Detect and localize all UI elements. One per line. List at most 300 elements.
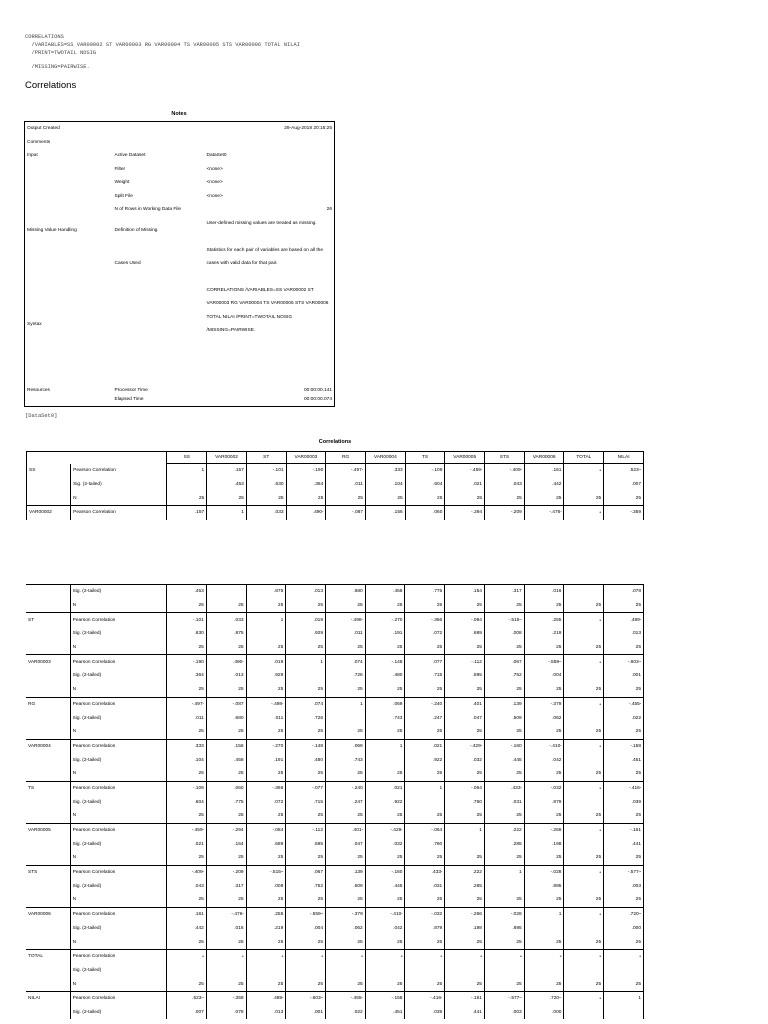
correlation-cell: .104: [167, 753, 207, 767]
correlation-cell: 25: [405, 977, 445, 991]
correlation-cell: .451: [365, 1006, 405, 1020]
correlation-cell: .720**: [524, 991, 564, 1005]
correlation-cell: a: [564, 464, 604, 478]
notes-row: [25, 393, 335, 407]
correlation-cell: 25: [604, 725, 644, 739]
correlation-cell: 25: [326, 491, 366, 505]
correlation-cell: .007: [604, 478, 644, 492]
correlation-cell: -.498*: [326, 613, 366, 627]
correlation-cell: 25: [445, 599, 485, 613]
correlation-cell: [167, 478, 207, 492]
variable-label: [26, 893, 70, 907]
correlation-cell: .480: [365, 669, 405, 683]
correlation-cell: .595: [445, 669, 485, 683]
correlation-cell: 25: [167, 809, 207, 823]
correlation-cell: -.240: [326, 781, 366, 795]
correlation-cell: .523**: [604, 464, 644, 478]
correlation-cell: -.266: [524, 823, 564, 837]
correlation-cell: .317: [484, 585, 524, 599]
statistic-label: Pearson Correlation: [70, 907, 166, 921]
correlation-cell: 25: [524, 767, 564, 781]
correlation-cell: .078: [604, 585, 644, 599]
correlation-cell: 25: [246, 809, 286, 823]
correlation-cell: a: [326, 949, 366, 963]
statistic-label: Sig. (2-tailed): [70, 711, 166, 725]
variable-label: [27, 491, 71, 505]
correlation-cell: [564, 627, 604, 641]
correlation-cell: .364: [286, 478, 326, 492]
notes-item: [113, 136, 205, 150]
correlation-cell: .453: [167, 585, 207, 599]
correlation-cell: .019: [246, 655, 286, 669]
correlation-cell: -.577**: [604, 865, 644, 879]
correlation-cell: 1: [365, 739, 405, 753]
correlation-cell: .004: [286, 922, 326, 936]
variable-label: [26, 767, 70, 781]
correlation-cell: .043: [485, 478, 525, 492]
correlation-cell: -.190: [167, 655, 207, 669]
correlation-cell: 25: [286, 893, 326, 907]
variable-label: [26, 879, 70, 893]
statistic-label: Sig. (2-tailed): [70, 795, 166, 809]
correlation-cell: -.158: [365, 991, 405, 1005]
correlation-cell: 25: [484, 683, 524, 697]
correlation-cell: a: [445, 949, 485, 963]
correlation-cell: 25: [564, 725, 604, 739]
correlation-cell: -.429*: [445, 739, 485, 753]
correlation-cell: 1: [524, 907, 564, 921]
correlation-cell: .715: [286, 795, 326, 809]
notes-value: 00:00:00.141: [303, 387, 332, 393]
correlation-cell: 25: [207, 491, 247, 505]
table-row: [26, 1006, 644, 1020]
correlation-cell: .021: [167, 837, 207, 851]
statistic-label: Pearson Correlation: [70, 739, 166, 753]
correlation-cell: 25: [286, 767, 326, 781]
correlation-cell: 25: [286, 641, 326, 655]
correlation-cell: .489*: [604, 613, 644, 627]
correlation-cell: -.294: [445, 506, 485, 520]
table-row: [27, 506, 644, 520]
correlation-cell: .490*: [206, 655, 246, 669]
correlation-cell: [405, 964, 445, 978]
correlation-cell: .458: [206, 753, 246, 767]
correlation-cell: 25: [604, 977, 644, 991]
correlation-cell: -.559**: [524, 655, 564, 669]
notes-item: Filter: [114, 166, 126, 172]
statistic-label: Sig. (2-tailed): [70, 879, 166, 893]
correlation-cell: 25: [604, 935, 644, 949]
variable-label: TS: [26, 781, 70, 795]
table-row: [26, 991, 644, 1005]
correlation-cell: .364: [167, 669, 207, 683]
syntax-line: /MISSING=PAIRWISE.: [25, 64, 90, 70]
correlation-cell: [206, 964, 246, 978]
correlation-cell: -.028: [524, 865, 564, 879]
correlation-cell: 25: [445, 683, 485, 697]
correlation-cell: 25: [524, 641, 564, 655]
correlation-cell: 25: [365, 641, 405, 655]
correlation-cell: a: [564, 781, 604, 795]
notes-row: [25, 284, 335, 365]
correlation-cell: 25: [604, 491, 644, 505]
correlation-cell: 25: [365, 599, 405, 613]
correlation-cell: 25: [167, 935, 207, 949]
correlation-cell: .062: [524, 711, 564, 725]
correlation-cell: .775: [405, 585, 445, 599]
correlation-cell: [564, 837, 604, 851]
correlation-cell: .219: [246, 922, 286, 936]
correlation-cell: 25: [246, 491, 286, 505]
statistic-label: Sig. (2-tailed): [70, 669, 166, 683]
notes-section: [25, 176, 113, 190]
correlation-cell: a: [564, 697, 604, 711]
column-header: ST: [246, 452, 286, 464]
variable-label: [26, 683, 70, 697]
correlation-cell: 25: [405, 935, 445, 949]
statistic-label: N: [70, 851, 166, 865]
notes-section: [25, 190, 113, 204]
correlation-cell: [206, 585, 246, 599]
correlation-cell: a: [564, 949, 604, 963]
correlation-cell: 25: [524, 893, 564, 907]
correlation-cell: 25: [286, 599, 326, 613]
correlation-cell: 25: [604, 851, 644, 865]
correlation-cell: 25: [564, 599, 604, 613]
correlation-cell: a: [484, 949, 524, 963]
correlation-cell: 25: [286, 725, 326, 739]
correlation-cell: a: [564, 613, 604, 627]
correlation-cell: .062: [326, 922, 366, 936]
correlation-cell: 25: [445, 725, 485, 739]
correlation-cell: 25: [246, 725, 286, 739]
variable-label: [26, 964, 70, 978]
notes-value: <none>: [206, 180, 223, 185]
statistic-label: N: [70, 935, 166, 949]
correlation-cell: .752: [484, 669, 524, 683]
correlation-cell: .489*: [246, 991, 286, 1005]
correlation-cell: .604: [167, 795, 207, 809]
statistic-label: Pearson Correlation: [71, 506, 167, 520]
correlation-cell: .072: [405, 627, 445, 641]
correlation-cell: [445, 837, 485, 851]
correlation-cell: -.028: [484, 907, 524, 921]
syntax-block: [25, 33, 300, 71]
correlation-cell: .875: [206, 627, 246, 641]
correlation-cell: 25: [326, 935, 366, 949]
table-row: [26, 585, 644, 599]
correlation-cell: .031: [405, 879, 445, 893]
correlation-cell: 25: [405, 767, 445, 781]
correlation-cell: 25: [564, 809, 604, 823]
correlation-cell: a: [564, 739, 604, 753]
correlation-cell: -.379: [326, 907, 366, 921]
table-row: [27, 464, 644, 478]
correlation-cell: .285: [484, 837, 524, 851]
correlation-cell: 25: [326, 725, 366, 739]
syntax-line: /PRINT=TWOTAIL NOSIG: [25, 50, 97, 56]
notes-section: Syntax: [27, 321, 42, 327]
table-row: [26, 697, 644, 711]
correlation-cell: .441: [445, 1006, 485, 1020]
correlation-cell: .039: [604, 795, 644, 809]
correlation-cell: -.087: [206, 697, 246, 711]
correlation-cell: 25: [246, 977, 286, 991]
correlation-cell: [564, 669, 604, 683]
correlation-cell: 25: [167, 641, 207, 655]
correlation-cell: .013: [206, 669, 246, 683]
correlation-cell: -.459*: [445, 464, 485, 478]
correlation-cell: 25: [206, 599, 246, 613]
correlation-cell: [365, 964, 405, 978]
column-header: STS: [485, 452, 525, 464]
correlation-cell: -.455*: [604, 697, 644, 711]
notes-value: Statistics for each pair of variables are based on all the cases with valid data for that pair.: [206, 247, 324, 266]
table-row: [26, 669, 644, 683]
correlation-cell: a: [405, 949, 445, 963]
correlation-cell: -.161: [445, 991, 485, 1005]
correlation-cell: -.032: [405, 907, 445, 921]
correlation-cell: .255: [524, 613, 564, 627]
correlation-cell: 25: [405, 641, 445, 655]
correlation-cell: -.101: [246, 464, 286, 478]
column-header: NILAI: [604, 452, 644, 464]
statistic-label: Pearson Correlation: [70, 613, 166, 627]
correlation-cell: 25: [405, 851, 445, 865]
correlation-cell: a: [365, 949, 405, 963]
correlation-cell: [564, 879, 604, 893]
variable-label: [26, 753, 70, 767]
correlation-cell: 25: [604, 767, 644, 781]
correlation-cell: a: [206, 949, 246, 963]
correlation-cell: 25: [564, 767, 604, 781]
correlation-cell: .139: [326, 865, 366, 879]
correlation-cell: -.064: [405, 823, 445, 837]
correlation-cell: -.379: [524, 697, 564, 711]
correlation-cell: .161: [524, 464, 564, 478]
table-row: [26, 907, 644, 921]
notes-value: 26: [326, 207, 332, 213]
variable-label: VAR00004: [26, 739, 70, 753]
table-row: [26, 641, 644, 655]
column-header: RG: [326, 452, 366, 464]
correlation-cell: .008: [484, 627, 524, 641]
notes-value: [205, 136, 335, 150]
correlation-cell: 25: [564, 977, 604, 991]
correlation-cell: 25: [365, 767, 405, 781]
notes-section: Comments: [27, 139, 51, 145]
correlation-cell: 25: [365, 893, 405, 907]
correlation-cell: 25: [524, 977, 564, 991]
correlation-cell: .715: [405, 669, 445, 683]
table-row: [27, 478, 644, 492]
correlation-cell: .156: [365, 506, 405, 520]
statistic-label: N: [70, 893, 166, 907]
notes-value: 29-Aug-2018 20:15:25: [284, 126, 332, 132]
correlation-cell: -.498*: [246, 697, 286, 711]
correlation-cell: -.416*: [604, 781, 644, 795]
correlation-cell: .285: [445, 879, 485, 893]
correlation-cell: -.497*: [326, 464, 366, 478]
correlation-cell: -.515**: [484, 613, 524, 627]
correlation-cell: .021: [365, 781, 405, 795]
correlation-cell: .509: [326, 879, 366, 893]
correlation-cell: -.101: [167, 613, 207, 627]
correlation-cell: 25: [485, 491, 525, 505]
correlation-cell: .680: [326, 585, 366, 599]
correlation-cell: 1: [286, 655, 326, 669]
table-row: [26, 613, 644, 627]
correlation-cell: .043: [167, 879, 207, 893]
correlation-cell: .072: [246, 795, 286, 809]
correlation-cell: 1: [207, 506, 247, 520]
table-row: [26, 922, 644, 936]
correlation-cell: 25: [524, 491, 564, 505]
variable-label: VAR00005: [26, 823, 70, 837]
correlation-cell: .007: [167, 1006, 207, 1020]
notes-value: User-defined missing values are treated as missing.: [206, 220, 317, 226]
statistic-label: N: [70, 599, 166, 613]
statistic-label: Sig. (2-tailed): [70, 627, 166, 641]
notes-row: [25, 244, 335, 284]
correlation-cell: [564, 585, 604, 599]
correlation-cell: 25: [484, 641, 524, 655]
notes-section: [25, 244, 113, 284]
statistic-label: Sig. (2-tailed): [70, 964, 166, 978]
correlation-cell: 25: [564, 851, 604, 865]
correlation-cell: .453: [207, 478, 247, 492]
correlation-cell: [604, 964, 644, 978]
table-row: [26, 964, 644, 978]
statistic-label: N: [70, 683, 166, 697]
correlation-cell: 25: [326, 641, 366, 655]
table-row: [26, 879, 644, 893]
correlation-cell: .219: [524, 627, 564, 641]
correlation-cell: 25: [167, 767, 207, 781]
correlation-cell: .157: [167, 506, 207, 520]
column-header: SS: [167, 452, 207, 464]
correlation-cell: a: [564, 506, 604, 520]
correlation-cell: 25: [246, 641, 286, 655]
correlation-cell: .333: [365, 464, 405, 478]
correlation-cell: .198: [524, 837, 564, 851]
correlation-cell: 25: [326, 599, 366, 613]
notes-item: Processor Time: [114, 387, 148, 393]
correlation-cell: .011: [326, 627, 366, 641]
correlation-cell: .032: [365, 837, 405, 851]
notes-table: [24, 121, 335, 407]
correlation-cell: -.497*: [167, 697, 207, 711]
correlation-cell: .019: [286, 613, 326, 627]
correlation-cell: -.240: [405, 697, 445, 711]
notes-item: Definition of Missing: [114, 227, 158, 233]
correlation-cell: .480: [286, 753, 326, 767]
correlation-cell: 25: [445, 767, 485, 781]
variable-label: [26, 1006, 70, 1020]
column-header: VAR00005: [445, 452, 485, 464]
correlation-cell: .775: [206, 795, 246, 809]
correlation-cell: .033: [246, 506, 286, 520]
correlation-cell: 25: [286, 683, 326, 697]
correlation-cell: -.410*: [365, 907, 405, 921]
correlation-cell: .074: [286, 697, 326, 711]
correlation-cell: 25: [167, 977, 207, 991]
variable-label: SS: [29, 468, 36, 474]
correlation-cell: [564, 964, 604, 978]
correlation-cell: 25: [524, 683, 564, 697]
correlation-cell: .247: [405, 711, 445, 725]
correlation-cell: -.084: [445, 613, 485, 627]
correlation-cell: -.603**: [286, 991, 326, 1005]
correlation-cell: [564, 711, 604, 725]
correlation-cell: .895: [484, 922, 524, 936]
correlation-cell: -.476*: [524, 506, 564, 520]
notes-item: Elapsed Time: [114, 396, 144, 402]
correlation-cell: .003: [604, 879, 644, 893]
statistic-label: N: [71, 491, 167, 505]
correlation-cell: 25: [484, 851, 524, 865]
correlation-cell: 25: [445, 809, 485, 823]
correlation-cell: .000: [524, 1006, 564, 1020]
correlation-cell: -.209: [485, 506, 525, 520]
correlation-cell: .022: [326, 1006, 366, 1020]
correlation-cell: 1: [167, 464, 207, 478]
correlation-cell: .630: [167, 627, 207, 641]
correlation-cell: -.294: [206, 823, 246, 837]
correlation-cell: .490*: [286, 506, 326, 520]
correlation-cell: -.409*: [167, 865, 207, 879]
correlation-cell: 25: [445, 851, 485, 865]
correlation-cell: [524, 922, 564, 936]
statistic-label: N: [70, 809, 166, 823]
correlation-cell: 1: [484, 865, 524, 879]
correlation-cell: [167, 964, 207, 978]
correlation-cell: .077: [405, 655, 445, 669]
table-row: [26, 781, 644, 795]
correlation-cell: 1: [326, 697, 366, 711]
correlation-cell: .630: [246, 478, 286, 492]
correlation-cell: [524, 964, 564, 978]
table-row: [26, 837, 644, 851]
correlation-cell: 25: [484, 725, 524, 739]
correlation-cell: .003: [484, 1006, 524, 1020]
correlation-cell: .021: [405, 739, 445, 753]
statistic-label: Sig. (2-tailed): [71, 478, 167, 492]
correlation-cell: 25: [405, 491, 445, 505]
correlation-cell: .157: [207, 464, 247, 478]
correlation-cell: -.459*: [167, 823, 207, 837]
correlation-cell: [564, 922, 604, 936]
correlation-cell: .069: [365, 697, 405, 711]
correlation-cell: 25: [445, 935, 485, 949]
table-row: [26, 949, 644, 963]
correlation-cell: .161: [167, 907, 207, 921]
correlation-cell: 25: [365, 725, 405, 739]
table-row: [26, 809, 644, 823]
notes-item: [113, 284, 205, 365]
variable-label: RG: [26, 697, 70, 711]
correlation-cell: 25: [405, 725, 445, 739]
correlation-cell: -.160: [365, 865, 405, 879]
correlation-cell: .047: [445, 711, 485, 725]
correlation-cell: 1: [405, 781, 445, 795]
correlation-cell: 25: [365, 977, 405, 991]
correlation-cell: 25: [564, 893, 604, 907]
correlation-cell: -.455*: [326, 991, 366, 1005]
correlation-cell: -.158: [604, 739, 644, 753]
correlation-cell: 25: [484, 893, 524, 907]
notes-item: Active Dataset: [114, 153, 146, 159]
